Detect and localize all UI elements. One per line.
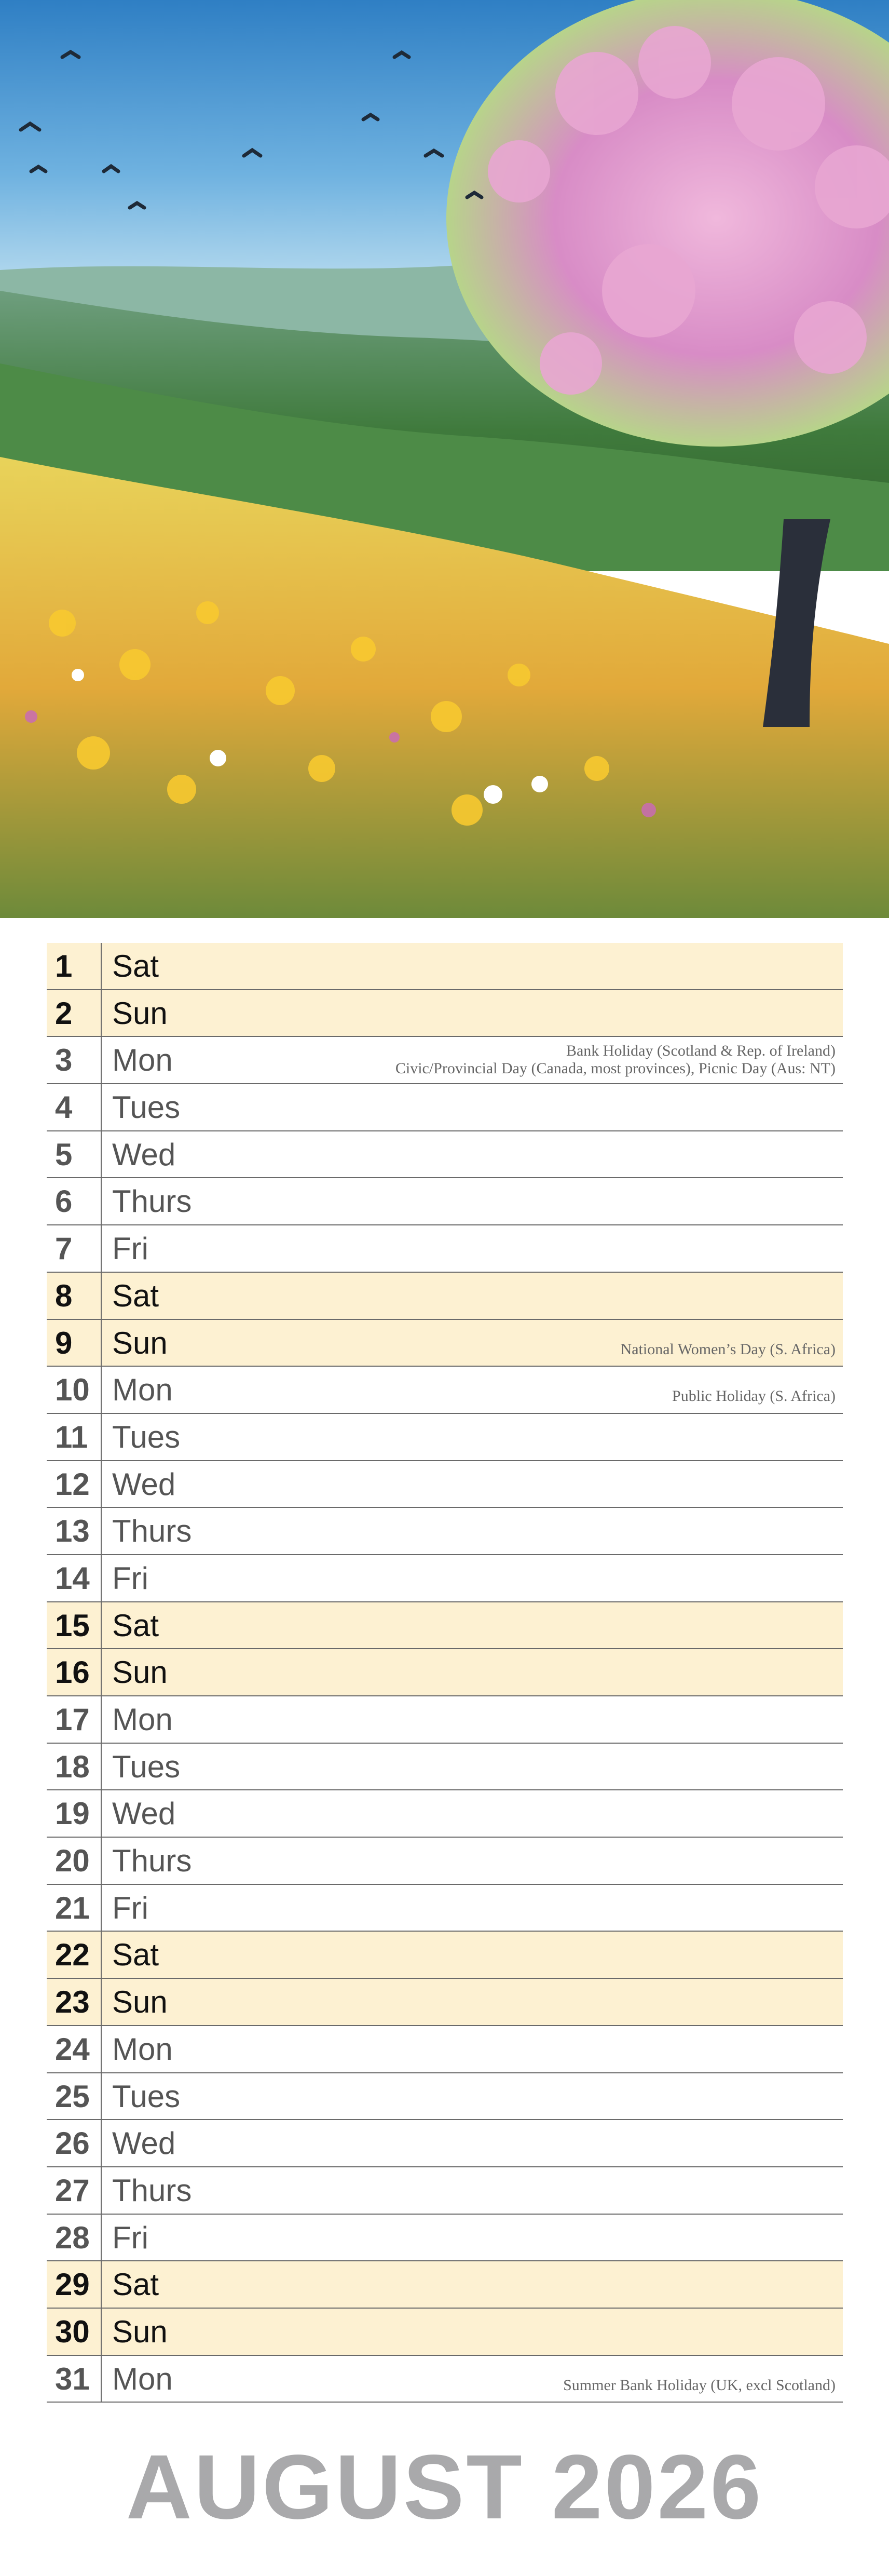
day-number: 5 [47, 1131, 102, 1178]
month-title: AUGUST 2026 [126, 2436, 763, 2538]
day-name: Tues [112, 1419, 181, 1454]
day-number: 22 [47, 1932, 102, 1978]
day-row [47, 1273, 843, 1320]
day-number: 26 [47, 2120, 102, 2166]
day-row [47, 1320, 843, 1367]
day-row [47, 943, 843, 990]
holiday-notes [672, 1387, 836, 1405]
day-number: 25 [47, 2073, 102, 2120]
day-name: Wed [112, 1796, 176, 1831]
holiday-notes [621, 1341, 836, 1358]
day-number: 8 [47, 1273, 102, 1319]
day-name: Tues [112, 1749, 181, 1784]
day-row [47, 2356, 843, 2403]
day-name: Fri [112, 2220, 148, 2255]
day-name: Fri [112, 1231, 148, 1266]
day-row [47, 1508, 843, 1555]
day-number: 19 [47, 1790, 102, 1837]
day-row [47, 1131, 843, 1179]
day-number: 1 [47, 943, 102, 989]
day-row [47, 1367, 843, 1414]
day-row [47, 2120, 843, 2167]
day-name: Tues [112, 1090, 181, 1125]
day-number: 18 [47, 1744, 102, 1790]
day-row [47, 990, 843, 1037]
day-row [47, 1555, 843, 1602]
day-row [47, 1979, 843, 2026]
day-number: 31 [47, 2356, 102, 2402]
day-number: 12 [47, 1461, 102, 1507]
day-name: Mon [112, 1372, 173, 1408]
day-name: Sat [112, 949, 159, 983]
day-row [47, 1885, 843, 1932]
day-name: Sat [112, 1608, 159, 1643]
day-name: Thurs [112, 1514, 192, 1549]
day-number: 4 [47, 1084, 102, 1130]
day-name: Sun [112, 1655, 168, 1690]
day-row [47, 2026, 843, 2073]
day-row [47, 1649, 843, 1696]
day-number: 15 [47, 1602, 102, 1649]
day-name: Wed [112, 2126, 176, 2161]
day-number: 23 [47, 1979, 102, 2025]
day-name: Mon [112, 2361, 173, 2396]
day-number: 27 [47, 2167, 102, 2214]
day-number: 10 [47, 1367, 102, 1413]
day-row [47, 1461, 843, 1508]
day-name: Wed [112, 1137, 176, 1172]
holiday-note: Public Holiday (S. Africa) [672, 1387, 836, 1405]
day-row [47, 1178, 843, 1225]
day-number: 3 [47, 1037, 102, 1083]
day-name: Mon [112, 2031, 173, 2067]
day-name: Sun [112, 1985, 168, 2020]
day-number: 11 [47, 1414, 102, 1460]
day-name: Thurs [112, 1184, 192, 1219]
holiday-note: Civic/Provincial Day (Canada, most provinces), Picnic Day (Aus: NT) [395, 1060, 836, 1077]
day-number: 29 [47, 2261, 102, 2308]
day-name: Fri [112, 1890, 148, 1925]
day-number: 17 [47, 1696, 102, 1743]
day-name: Sat [112, 1278, 159, 1313]
day-row [47, 2167, 843, 2215]
day-number: 30 [47, 2309, 102, 2355]
day-number: 2 [47, 990, 102, 1036]
day-number: 14 [47, 1555, 102, 1601]
day-number: 21 [47, 1885, 102, 1931]
day-name: Sun [112, 995, 168, 1031]
day-number: 6 [47, 1178, 102, 1224]
day-row [47, 1225, 843, 1273]
day-number: 28 [47, 2215, 102, 2261]
day-row [47, 1414, 843, 1461]
holiday-note: Bank Holiday (Scotland & Rep. of Ireland) [566, 1042, 836, 1060]
day-number: 24 [47, 2026, 102, 2072]
holiday-notes [395, 1042, 836, 1077]
day-row [47, 2215, 843, 2262]
day-row [47, 1838, 843, 1885]
day-name: Fri [112, 1560, 148, 1596]
day-row [47, 1037, 843, 1084]
holiday-note: National Women’s Day (S. Africa) [620, 1340, 836, 1358]
landscape-painting [0, 0, 889, 918]
day-name: Thurs [112, 2173, 192, 2208]
day-row [47, 1932, 843, 1979]
day-name: Mon [112, 1043, 173, 1078]
day-name: Sun [112, 1325, 168, 1360]
calendar-grid [47, 943, 843, 2403]
painting-svg [0, 0, 889, 918]
day-row [47, 1696, 843, 1744]
holiday-note: Summer Bank Holiday (UK, excl Scotland) [563, 2376, 836, 2394]
day-number: 16 [47, 1649, 102, 1695]
day-row [47, 2261, 843, 2309]
day-name: Tues [112, 2079, 181, 2114]
day-number: 7 [47, 1225, 102, 1272]
holiday-notes [563, 2377, 836, 2394]
day-number: 20 [47, 1838, 102, 1884]
day-row [47, 1602, 843, 1650]
day-name: Mon [112, 1702, 173, 1737]
day-row [47, 2309, 843, 2356]
day-row [47, 1744, 843, 1791]
day-number: 13 [47, 1508, 102, 1554]
day-name: Sat [112, 2267, 159, 2302]
day-row [47, 1790, 843, 1838]
day-row [47, 2073, 843, 2121]
day-name: Sun [112, 2314, 168, 2349]
day-name: Thurs [112, 1843, 192, 1879]
day-name: Wed [112, 1466, 176, 1502]
day-number: 9 [47, 1320, 102, 1366]
day-row [47, 1084, 843, 1131]
day-name: Sat [112, 1937, 159, 1973]
